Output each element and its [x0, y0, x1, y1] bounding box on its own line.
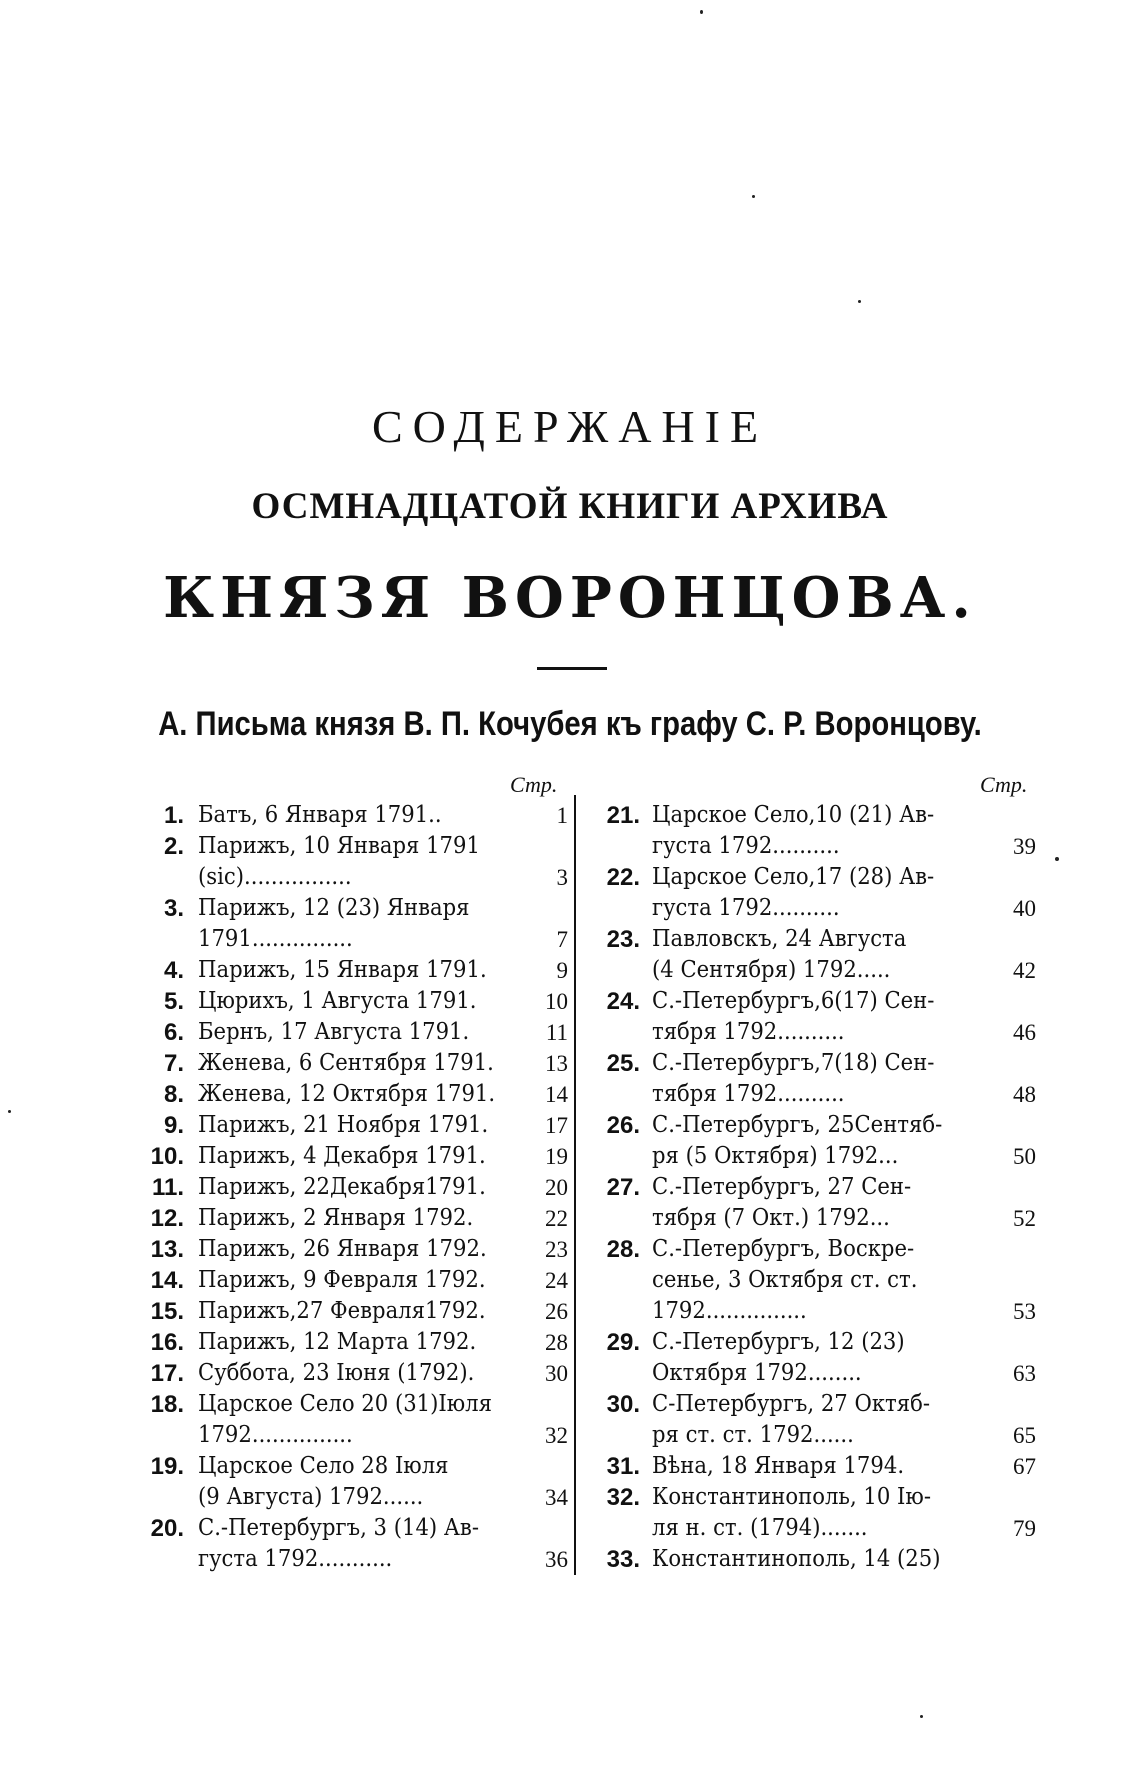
entry-title-line: Царское Село,17 (28) Ав-	[652, 864, 935, 890]
contents-entry	[138, 1048, 568, 1079]
entry-page-number: 34	[545, 1485, 568, 1510]
entry-number: 23.	[606, 926, 640, 953]
entry-title	[198, 800, 518, 831]
entry-page-number: 14	[545, 1082, 568, 1107]
entry-page-number: 65	[1013, 1423, 1036, 1448]
entry-number: 4.	[163, 957, 184, 984]
title-archive: КНЯЗЯ ВОРОНЦОВА.	[163, 565, 977, 631]
scan-speck	[700, 10, 703, 14]
entry-number: 16.	[150, 1329, 184, 1356]
contents-entry	[138, 986, 568, 1017]
entry-title	[198, 1389, 518, 1451]
entry-title	[652, 1451, 970, 1482]
entry-number: 13.	[150, 1236, 184, 1263]
contents-entry	[592, 1172, 1036, 1234]
contents-entry	[138, 1451, 568, 1513]
entry-page-number: 22	[545, 1206, 568, 1231]
entry-number: 9.	[163, 1112, 184, 1139]
contents-entry	[138, 1141, 568, 1172]
entry-page-number: 79	[1013, 1516, 1036, 1541]
entry-page-number: 36	[545, 1547, 568, 1572]
entry-title-line: Парижъ, 15 Января 1791.	[198, 957, 487, 983]
entry-title-line: ря ст. ст. 1792......	[652, 1422, 854, 1448]
contents-entry	[138, 955, 568, 986]
entry-number: 24.	[606, 988, 640, 1015]
entry-number: 5.	[163, 988, 184, 1015]
entry-page-number: 48	[1013, 1082, 1036, 1107]
entry-title	[198, 1327, 518, 1358]
entry-title	[652, 800, 970, 862]
contents-entry	[138, 1234, 568, 1265]
entry-number: 15.	[150, 1298, 184, 1325]
entry-number: 1.	[163, 802, 184, 829]
entry-title-line: Царское Село 20 (31)Іюля	[198, 1391, 492, 1417]
page-column-label-right: Стр.	[980, 772, 1028, 797]
contents-column-left	[138, 800, 568, 1575]
entry-title-line: тября (7 Окт.) 1792...	[652, 1205, 890, 1231]
entry-title-line: Парижъ, 21 Ноября 1791.	[198, 1112, 489, 1138]
contents-entry	[138, 1110, 568, 1141]
entry-title-line: ля н. ст. (1794).......	[652, 1515, 868, 1541]
entry-page-number: 26	[545, 1299, 568, 1324]
entry-page-number: 53	[1013, 1299, 1036, 1324]
title-rule	[537, 667, 607, 670]
entry-title	[198, 1296, 518, 1327]
entry-title-line: С.-Петербургъ, 12 (23)	[652, 1329, 905, 1355]
contents-entry	[592, 986, 1036, 1048]
entry-number: 19.	[150, 1453, 184, 1480]
entry-title-line: (4 Сентября) 1792.....	[652, 957, 891, 983]
entry-title	[198, 1203, 518, 1234]
entry-number: 29.	[606, 1329, 640, 1356]
contents-entry	[138, 1358, 568, 1389]
contents-entry	[592, 800, 1036, 862]
entry-title-line: С.-Петербургъ,7(18) Сен-	[652, 1050, 935, 1076]
contents-entry	[592, 1110, 1036, 1172]
entry-title-line: ря (5 Октября) 1792...	[652, 1143, 899, 1169]
entry-title-line: С.-Петербургъ, 3 (14) Ав-	[198, 1515, 480, 1541]
entry-number: 3.	[163, 895, 184, 922]
entry-title-line: Парижъ, 4 Декабря 1791.	[198, 1143, 486, 1169]
entry-page-number: 23	[545, 1237, 568, 1262]
contents-entry	[138, 893, 568, 955]
contents-entry	[138, 1079, 568, 1110]
entry-title-line: С-Петербургъ, 27 Октяб-	[652, 1391, 930, 1417]
contents-entry	[138, 1389, 568, 1451]
entry-title	[198, 1451, 518, 1513]
entry-title-line: густа 1792..........	[652, 895, 840, 921]
entry-page-number: 10	[545, 989, 568, 1014]
entry-page-number: 30	[545, 1361, 568, 1386]
contents-entry	[592, 862, 1036, 924]
entry-number: 17.	[150, 1360, 184, 1387]
entry-title-line: Суббота, 23 Іюня (1792).	[198, 1360, 475, 1386]
entry-title-line: С.-Петербургъ, 27 Сен-	[652, 1174, 912, 1200]
entry-page-number: 52	[1013, 1206, 1036, 1231]
entry-title	[198, 1513, 518, 1575]
entry-title	[198, 1172, 518, 1203]
contents-entry	[592, 1327, 1036, 1389]
entry-title-line: С.-Петербургъ, Воскре-	[652, 1236, 915, 1262]
section-heading: А. Письма князя В. П. Кочубея къ графу С. Р. Воронцову.	[158, 705, 982, 743]
contents-entry	[592, 1389, 1036, 1451]
entry-title-line: Парижъ, 12 Марта 1792.	[198, 1329, 477, 1355]
entry-title-line: густа 1792..........	[652, 833, 840, 859]
entry-title-line: Парижъ,27 Февраля1792.	[198, 1298, 486, 1324]
entry-title	[198, 1234, 518, 1265]
contents-entry	[592, 924, 1036, 986]
scan-speck	[752, 195, 755, 198]
entry-title	[652, 1234, 970, 1327]
entry-title-line: Батъ, 6 Января 1791..	[198, 802, 442, 828]
entry-title	[652, 1172, 970, 1234]
entry-title-line: Парижъ, 22Декабря1791.	[198, 1174, 486, 1200]
contents-entry	[138, 800, 568, 831]
entry-title	[198, 986, 518, 1017]
entry-number: 32.	[606, 1484, 640, 1511]
entry-number: 18.	[150, 1391, 184, 1418]
entry-title-line: 1791...............	[198, 926, 353, 952]
entry-page-number: 46	[1013, 1020, 1036, 1045]
entry-page-number: 50	[1013, 1144, 1036, 1169]
entry-number: 20.	[150, 1515, 184, 1542]
entry-number: 31.	[606, 1453, 640, 1480]
entry-title-line: Цюрихъ, 1 Августа 1791.	[198, 988, 477, 1014]
entry-title-line: Павловскъ, 24 Августа	[652, 926, 907, 952]
entry-page-number: 39	[1013, 834, 1036, 859]
entry-title	[198, 1265, 518, 1296]
page-column-label-left: Стр.	[510, 772, 558, 797]
entry-title-line: тября 1792..........	[652, 1019, 845, 1045]
entry-title-line: Парижъ, 26 Января 1792.	[198, 1236, 487, 1262]
entry-title	[198, 1141, 518, 1172]
entry-title	[652, 862, 970, 924]
entry-title-line: Константинополь, 14 (25)	[652, 1546, 941, 1572]
entry-title-line: С.-Петербургъ,6(17) Сен-	[652, 988, 935, 1014]
contents-entry	[138, 831, 568, 893]
contents-entry	[138, 1203, 568, 1234]
entry-title-line: Царское Село 28 Іюля	[198, 1453, 449, 1479]
entry-page-number: 42	[1013, 958, 1036, 983]
entry-number: 11.	[151, 1174, 184, 1201]
entry-title-line: 1792...............	[198, 1422, 353, 1448]
entry-title	[198, 1110, 518, 1141]
entry-title	[198, 1048, 518, 1079]
entry-page-number: 1	[556, 803, 568, 828]
entry-title-line: густа 1792...........	[198, 1546, 393, 1572]
entry-page-number: 24	[545, 1268, 568, 1293]
entry-page-number: 28	[545, 1330, 568, 1355]
scan-speck	[920, 1715, 923, 1718]
entry-title-line: (9 Августа) 1792......	[198, 1484, 424, 1510]
entry-title-line: Парижъ, 9 Февраля 1792.	[198, 1267, 486, 1293]
entry-title	[652, 1482, 970, 1544]
entry-title	[198, 831, 518, 893]
contents-entry	[138, 1017, 568, 1048]
entry-page-number: 19	[545, 1144, 568, 1169]
entry-number: 2.	[163, 833, 184, 860]
entry-page-number: 40	[1013, 896, 1036, 921]
title-contents: СОДЕРЖАНІЕ	[371, 401, 769, 452]
entry-title	[652, 1389, 970, 1451]
contents-entry	[138, 1327, 568, 1358]
entry-number: 6.	[163, 1019, 184, 1046]
entry-title	[652, 1327, 970, 1389]
entry-title-line: тября 1792..........	[652, 1081, 845, 1107]
entry-page-number: 7	[556, 927, 568, 952]
entry-number: 30.	[606, 1391, 640, 1418]
entry-page-number: 9	[556, 958, 568, 983]
entry-title-line: Вѣна, 18 Января 1794.	[652, 1453, 905, 1479]
entry-title	[652, 986, 970, 1048]
title-book: ОСМНАДЦАТОЙ КНИГИ АРХИВА	[251, 486, 889, 527]
entry-title-line: Женева, 12 Октября 1791.	[198, 1081, 496, 1107]
contents-column-right	[592, 800, 1036, 1575]
entry-title	[198, 893, 518, 955]
contents-entry	[592, 1234, 1036, 1327]
entry-title-line: Парижъ, 12 (23) Января	[198, 895, 470, 921]
entry-page-number: 17	[545, 1113, 568, 1138]
entry-number: 21.	[606, 802, 640, 829]
entry-number: 22.	[606, 864, 640, 891]
entry-number: 14.	[150, 1267, 184, 1294]
entry-number: 27.	[606, 1174, 640, 1201]
entry-title-line: Октября 1792........	[652, 1360, 862, 1386]
contents-entry	[138, 1296, 568, 1327]
contents-entry	[592, 1544, 1036, 1575]
entry-title-line: Бернъ, 17 Августа 1791.	[198, 1019, 470, 1045]
entry-page-number: 20	[545, 1175, 568, 1200]
contents-entry	[592, 1048, 1036, 1110]
entry-page-number: 63	[1013, 1361, 1036, 1386]
contents-entry	[592, 1451, 1036, 1482]
entry-page-number: 13	[545, 1051, 568, 1076]
entry-title	[652, 1544, 970, 1575]
entry-number: 28.	[606, 1236, 640, 1263]
entry-title-line: Женева, 6 Сентября 1791.	[198, 1050, 494, 1076]
entry-title-line: Константинополь, 10 Ію-	[652, 1484, 931, 1510]
scan-speck	[858, 300, 861, 303]
entry-title	[652, 1110, 970, 1172]
contents-entry	[138, 1265, 568, 1296]
entry-number: 26.	[606, 1112, 640, 1139]
entry-title-line: сенье, 3 Октября ст. ст.	[652, 1267, 918, 1293]
contents-entry	[138, 1513, 568, 1575]
entry-page-number: 67	[1013, 1454, 1036, 1479]
entry-title	[198, 1358, 518, 1389]
entry-title	[652, 924, 970, 986]
entry-title	[652, 1048, 970, 1110]
entry-number: 33.	[606, 1546, 640, 1573]
contents-entry	[138, 1172, 568, 1203]
entry-title	[198, 1017, 518, 1048]
contents-entry	[592, 1482, 1036, 1544]
entry-number: 8.	[163, 1081, 184, 1108]
entry-number: 7.	[163, 1050, 184, 1077]
entry-page-number: 11	[545, 1020, 568, 1045]
entry-title-line: Парижъ, 10 Января 1791	[198, 833, 480, 859]
scan-speck	[8, 1110, 11, 1113]
entry-page-number: 32	[545, 1423, 568, 1448]
entry-title-line: С.-Петербургъ, 25Сентяб-	[652, 1112, 943, 1138]
entry-title-line: Парижъ, 2 Января 1792.	[198, 1205, 474, 1231]
column-divider	[574, 795, 576, 1575]
entry-number: 12.	[150, 1205, 184, 1232]
entry-title-line: (sic)................	[198, 864, 352, 890]
scan-speck	[1055, 857, 1059, 861]
entry-title-line: 1792...............	[652, 1298, 807, 1324]
entry-title	[198, 1079, 518, 1110]
entry-number: 10.	[150, 1143, 184, 1170]
entry-number: 25.	[606, 1050, 640, 1077]
entry-title	[198, 955, 518, 986]
entry-title-line: Царское Село,10 (21) Ав-	[652, 802, 935, 828]
entry-page-number: 3	[556, 865, 568, 890]
